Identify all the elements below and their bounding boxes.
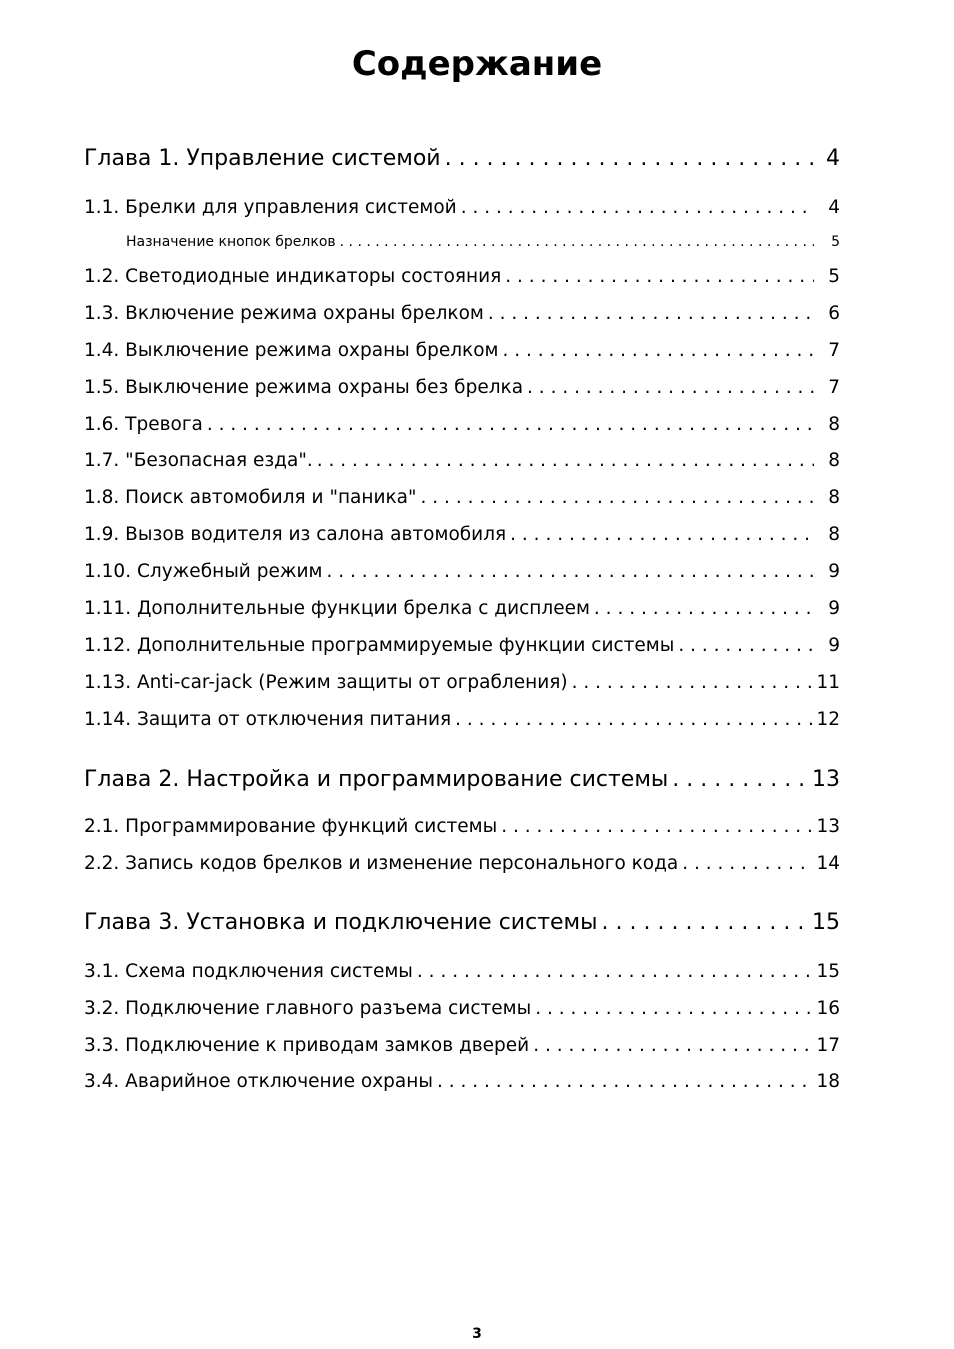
toc-label: 1.12. Дополнительные программируемые функции системы: [84, 635, 675, 656]
toc-entry-1-13[interactable]: [84, 672, 840, 693]
toc-page: 4: [826, 146, 840, 171]
toc-page: 6: [828, 303, 840, 324]
toc-entry-1-4[interactable]: [84, 340, 840, 361]
toc-entry-3-4[interactable]: [84, 1071, 840, 1092]
toc-page: 9: [828, 561, 840, 582]
toc-label: 2.2. Запись кодов брелков и изменение персонального кода: [84, 853, 679, 874]
toc-entry-1-9[interactable]: [84, 524, 840, 545]
toc-label: 1.14. Защита от отключения питания: [84, 709, 452, 730]
toc-label: 1.9. Вызов водителя из салона автомобиля: [84, 524, 507, 545]
dot-leader: [417, 961, 813, 982]
toc-label: 3.3. Подключение к приводам замков дверей: [84, 1035, 530, 1056]
dot-leader: [421, 487, 814, 508]
toc-page: 12: [816, 709, 840, 730]
toc-entry-3-3[interactable]: [84, 1035, 840, 1056]
dot-leader: [535, 998, 812, 1019]
toc-label: 1.5. Выключение режима охраны без брелка: [84, 377, 524, 398]
toc-entry-1-2[interactable]: [84, 266, 840, 287]
dot-leader: [326, 561, 814, 582]
toc-page: 5: [828, 266, 840, 287]
toc-page: 15: [816, 961, 840, 982]
toc-label: 3.4. Аварийное отключение охраны: [84, 1071, 433, 1092]
toc-entry-2-2[interactable]: [84, 853, 840, 874]
dot-leader: [678, 635, 814, 656]
dot-leader: [445, 146, 814, 171]
toc-label: 1.4. Выключение режима охраны брелком: [84, 340, 499, 361]
dot-leader: [527, 377, 814, 398]
toc-page: 4: [828, 197, 840, 218]
toc-label: 1.10. Служебный режим: [84, 561, 323, 582]
dot-leader: [533, 1035, 812, 1056]
toc-page: 9: [828, 635, 840, 656]
toc-entry-1-7[interactable]: [84, 450, 840, 471]
toc-page: 8: [828, 487, 840, 508]
toc-label: Глава 2. Настройка и программирование системы: [84, 767, 669, 792]
toc-label: 1.6. Тревога: [84, 414, 203, 435]
toc-entry-1-11[interactable]: [84, 598, 840, 619]
dot-leader: [594, 598, 814, 619]
toc-entry-1-12[interactable]: [84, 635, 840, 656]
toc-label: 1.2. Светодиодные индикаторы состояния: [84, 266, 502, 287]
toc-entry-1-3[interactable]: [84, 303, 840, 324]
dot-leader: [437, 1071, 813, 1092]
toc-label: 1.8. Поиск автомобиля и "паника": [84, 487, 417, 508]
toc-entry-1-8[interactable]: [84, 487, 840, 508]
toc-page: 8: [828, 524, 840, 545]
toc-page: 7: [828, 377, 840, 398]
dot-leader: [461, 197, 814, 218]
dot-leader: [505, 266, 814, 287]
toc-entry-1-1[interactable]: [84, 197, 840, 218]
toc-label: 1.13. Anti-car-jack (Режим защиты от ограбления): [84, 672, 568, 693]
toc-label: Назначение кнопок брелков: [126, 234, 336, 250]
toc-entry-3-2[interactable]: [84, 998, 840, 1019]
toc-entry-1-14[interactable]: [84, 709, 840, 730]
toc-label: 1.3. Включение режима охраны брелком: [84, 303, 484, 324]
dot-leader: [602, 910, 808, 935]
toc-label: 2.1. Программирование функций системы: [84, 816, 498, 837]
dot-leader: [672, 767, 808, 792]
toc-subentry-buttons[interactable]: [126, 234, 840, 250]
dot-leader: [682, 853, 812, 874]
toc-entry-1-6[interactable]: [84, 414, 840, 435]
dot-leader: [455, 709, 812, 730]
dot-leader: [317, 450, 814, 471]
page-number: 3: [472, 1326, 482, 1342]
toc-label: 1.11. Дополнительные функции брелка с дисплеем: [84, 598, 590, 619]
page-title: Содержание: [351, 44, 603, 84]
toc-page: 8: [828, 414, 840, 435]
toc-page: 5: [831, 234, 840, 250]
dot-leader: [502, 340, 814, 361]
toc-page: 13: [812, 767, 840, 792]
toc-label: 1.1. Брелки для управления системой: [84, 197, 457, 218]
toc-entry-1-10[interactable]: [84, 561, 840, 582]
toc-label: 3.1. Схема подключения системы: [84, 961, 413, 982]
dot-leader: [488, 303, 814, 324]
toc-page: 7: [828, 340, 840, 361]
toc-label: Глава 3. Установка и подключение системы: [84, 910, 598, 935]
toc-page: 9: [828, 598, 840, 619]
toc-page: 8: [828, 450, 840, 471]
dot-leader: [510, 524, 814, 545]
toc-chapter-1[interactable]: [84, 146, 840, 171]
toc-label: 3.2. Подключение главного разъема системы: [84, 998, 532, 1019]
dot-leader: [207, 414, 814, 435]
toc-label: 1.7. "Безопасная езда".: [84, 450, 313, 471]
toc-page: 14: [816, 853, 840, 874]
toc-page: 17: [816, 1035, 840, 1056]
toc-page: 16: [816, 998, 840, 1019]
toc-chapter-3[interactable]: [84, 910, 840, 935]
dot-leader: [572, 672, 813, 693]
toc-page: 15: [812, 910, 840, 935]
toc-entry-1-5[interactable]: [84, 377, 840, 398]
toc-label: Глава 1. Управление системой: [84, 146, 441, 171]
toc-entry-2-1[interactable]: [84, 816, 840, 837]
toc-entry-3-1[interactable]: [84, 961, 840, 982]
dot-leader: [501, 816, 812, 837]
dot-leader: [340, 234, 814, 250]
toc-chapter-2[interactable]: [84, 767, 840, 792]
toc-page: 13: [816, 816, 840, 837]
toc-page: 18: [816, 1071, 840, 1092]
toc-page: 11: [816, 672, 840, 693]
